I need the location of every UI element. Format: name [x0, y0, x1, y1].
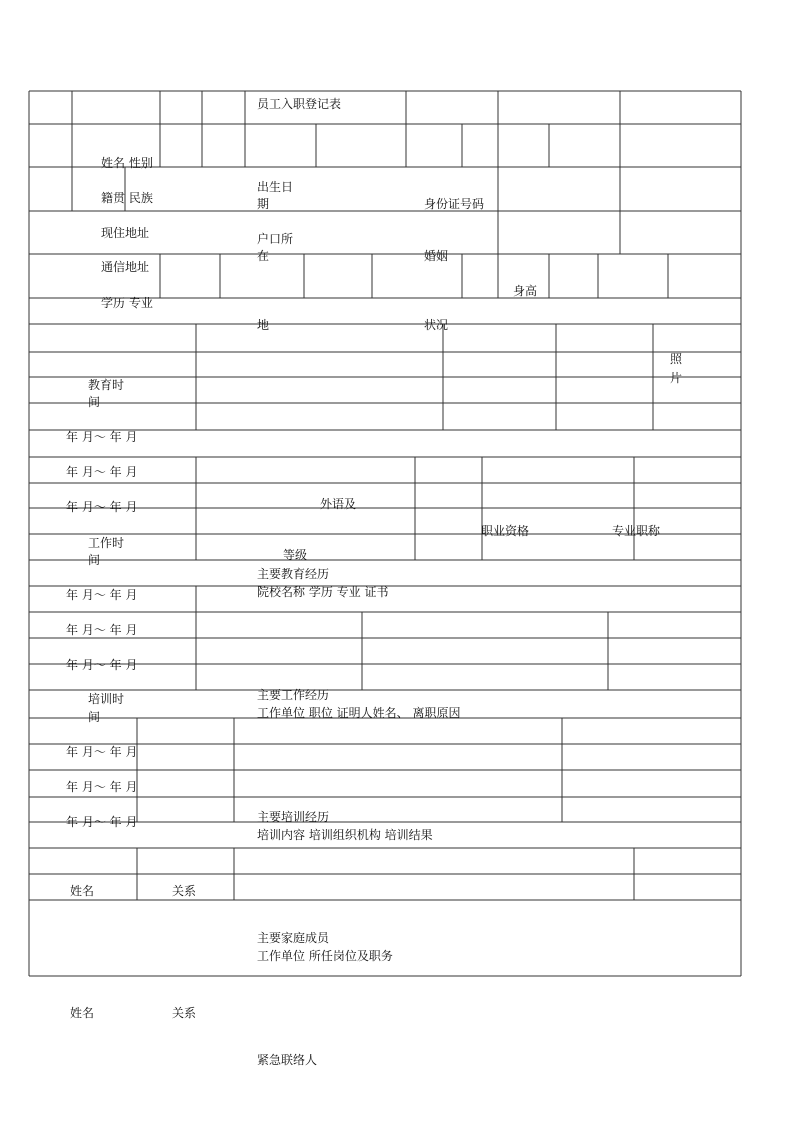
professional-title-label: 专业职称	[612, 524, 661, 538]
work-time-label: 工作时	[88, 536, 125, 550]
training-time-label: 培训时	[88, 692, 125, 706]
mailing-address-label: 通信地址	[101, 260, 150, 274]
foreign-language-label-cont: 等级	[283, 548, 308, 562]
emergency-name-label: 姓名	[70, 1006, 95, 1020]
period-row-6: 年 月～ 年 月	[66, 658, 138, 672]
period-row-4: 年 月～ 年 月	[66, 588, 138, 602]
period-row-3: 年 月～ 年 月	[66, 500, 138, 514]
birth-date-label: 出生日	[257, 180, 294, 194]
family-section-title: 主要家庭成员	[257, 931, 330, 945]
hukou-label-cont: 在	[257, 249, 270, 263]
marital-status-label: 婚姻	[424, 249, 449, 263]
period-row-7: 年 月～ 年 月	[66, 745, 138, 759]
period-row-8: 年 月～ 年 月	[66, 780, 138, 794]
form-title: 员工入职登记表	[257, 97, 342, 111]
photo-label-cont: 片	[670, 371, 683, 385]
education-time-label-cont: 间	[88, 395, 101, 409]
id-number-label: 身份证号码	[424, 197, 485, 211]
foreign-language-label: 外语及	[320, 497, 357, 511]
vocational-qualification-label: 职业资格	[481, 524, 530, 538]
family-relation-label: 关系	[172, 884, 197, 898]
training-section-title: 主要培训经历	[257, 810, 330, 824]
emergency-contact-title: 紧急联络人	[257, 1053, 318, 1067]
photo-label: 照	[670, 352, 683, 366]
current-address-label: 现住地址	[101, 226, 150, 240]
period-row-5: 年 月～ 年 月	[66, 623, 138, 637]
hukou-label-cont2: 地	[257, 318, 270, 332]
education-section-title: 主要教育经历	[257, 567, 330, 581]
training-time-label-cont: 间	[88, 710, 101, 724]
period-row-1: 年 月～ 年 月	[66, 430, 138, 444]
work-time-label-cont: 间	[88, 553, 101, 567]
period-row-9: 年 月～ 年 月	[66, 815, 138, 829]
marital-status-label-cont: 状况	[424, 318, 449, 332]
name-gender-label: 姓名 性别	[101, 156, 153, 170]
origin-ethnic-label: 籍贯 民族	[101, 191, 153, 205]
hukou-label: 户口所	[257, 232, 294, 246]
birth-date-label-cont: 期	[257, 197, 270, 211]
work-section-header: 工作单位 职位 证明人姓名、 离职原因	[257, 706, 461, 720]
family-section-header: 工作单位 所任岗位及职务	[257, 949, 393, 963]
education-section-header: 院校名称 学历 专业 证书	[257, 585, 389, 599]
height-label: 身高	[513, 284, 538, 298]
emergency-relation-label: 关系	[172, 1006, 197, 1020]
degree-major-label: 学历 专业	[101, 296, 153, 310]
work-section-title: 主要工作经历	[257, 688, 330, 702]
training-section-header: 培训内容 培训组织机构 培训结果	[257, 828, 433, 842]
family-name-label: 姓名	[70, 884, 95, 898]
period-row-2: 年 月～ 年 月	[66, 465, 138, 479]
education-time-label: 教育时	[88, 378, 125, 392]
